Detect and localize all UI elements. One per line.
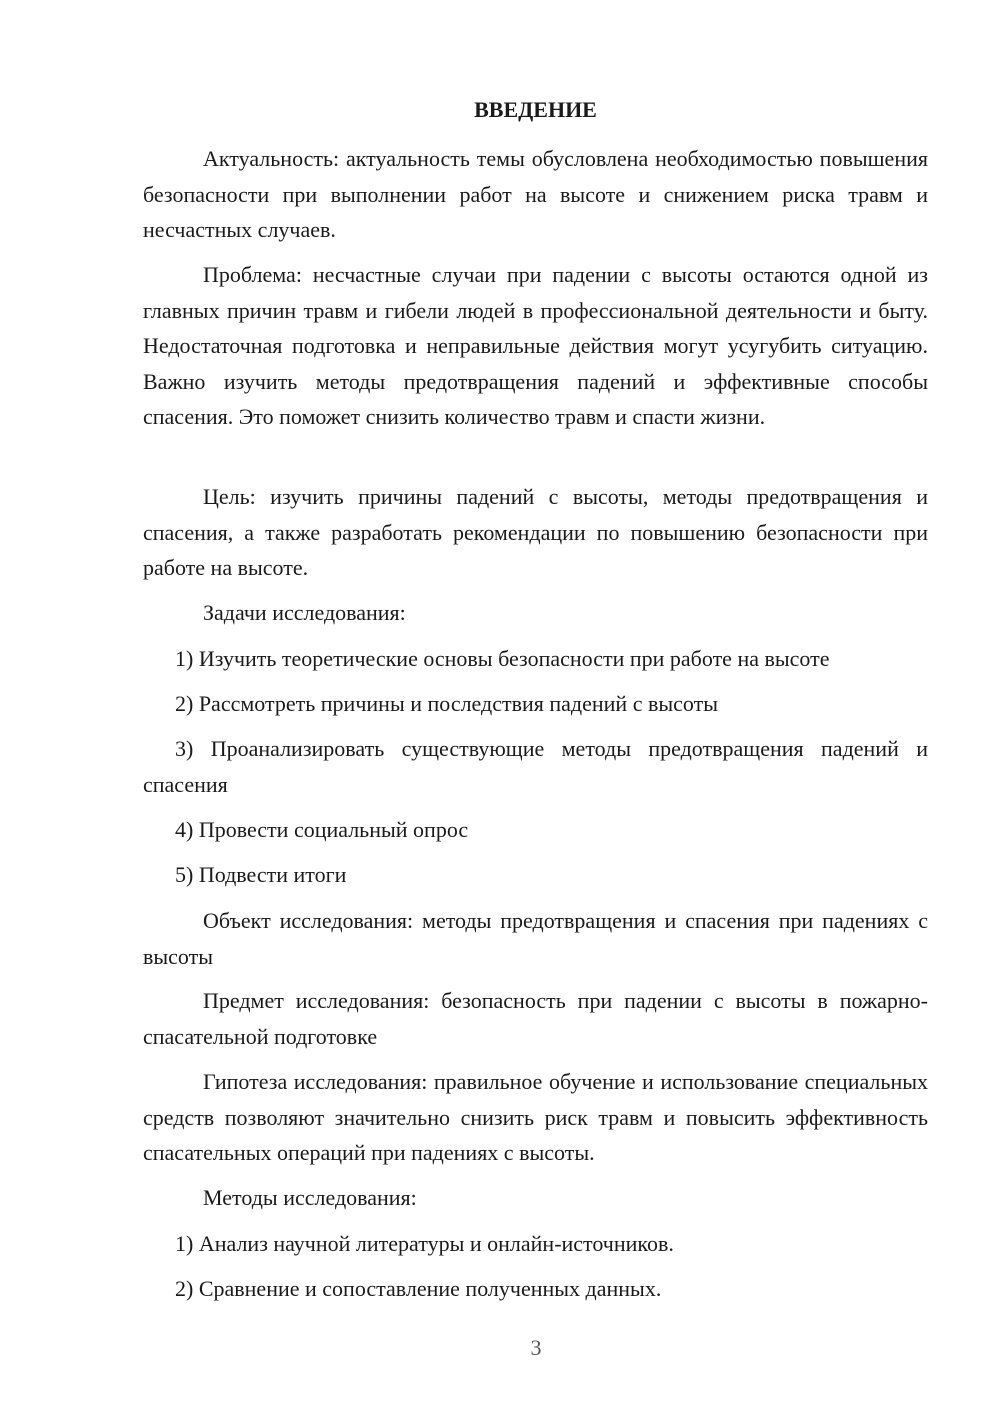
paragraph-goal: Цель: изучить причины падений с высоты, методы предотвращения и спасения, а также разработать рекомендации по повышению безопасности при работе на высоте. xyxy=(143,484,928,580)
task-item: 5) Подвести итоги xyxy=(175,862,347,887)
methods-title: Методы исследования: xyxy=(203,1185,417,1210)
method-item: 2) Сравнение и сопоставление полученных данных. xyxy=(175,1276,662,1301)
task-item: 1) Изучить теоретические основы безопасности при работе на высоте xyxy=(175,646,830,671)
task-item: 3) Проанализировать существующие методы предотвращения падений и спасения xyxy=(143,736,928,797)
paragraph-object: Объект исследования: методы предотвращения и спасения при падениях с высоты xyxy=(143,908,928,969)
task-item: 4) Провести социальный опрос xyxy=(175,817,469,842)
tasks-title: Задачи исследования: xyxy=(203,600,406,625)
page-title: ВВЕДЕНИЕ xyxy=(474,97,597,122)
task-item: 2) Рассмотреть причины и последствия падений с высоты xyxy=(175,691,719,716)
paragraph-subject: Предмет исследования: безопасность при падении с высоты в пожарно-спасательной подготовке xyxy=(143,988,928,1049)
paragraph-actuality: Актуальность: актуальность темы обусловлена необходимостью повышения безопасности при выполнении работ на высоте и снижением риска травм и несчастных случаев. xyxy=(143,146,928,242)
paragraph-problem: Проблема: несчастные случаи при падении с высоты остаются одной из главных причин травм и гибели людей в профессиональной деятельности и быту. Недостаточная подготовка и неправильные действия могут усугубить ситуацию. Важно изучить методы предотвращения падений и эффективные способы спасения. Это поможет снизить количество травм и спасти жизни. xyxy=(143,262,928,429)
method-item: 1) Анализ научной литературы и онлайн-источников. xyxy=(175,1231,674,1256)
page-number: 3 xyxy=(530,1335,542,1360)
paragraph-hypothesis: Гипотеза исследования: правильное обучение и использование специальных средств позволяют значительно снизить риск травм и повысить эффективность спасательных операций при падениях с высоты. xyxy=(143,1069,928,1165)
